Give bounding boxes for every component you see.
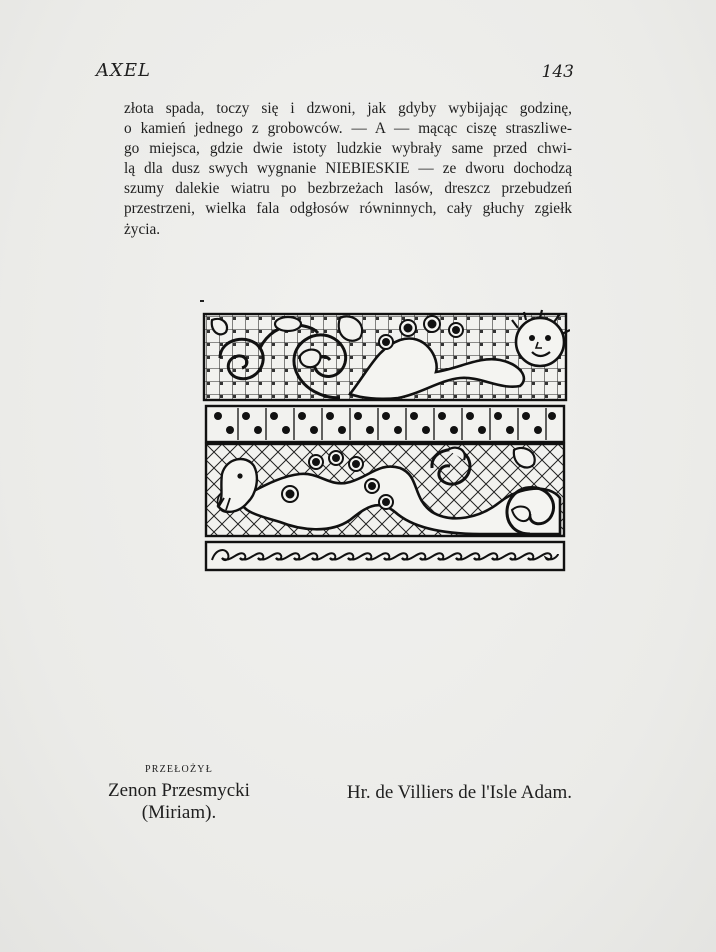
translator-name: Zenon Przesmycki — [108, 780, 250, 801]
author-credit: Hr. de Villiers de l'Isle Adam. — [346, 782, 572, 803]
dotted-band — [206, 406, 564, 442]
running-title: AXEL — [96, 60, 151, 81]
ornamental-woodcut-illustration — [200, 298, 570, 576]
text-line: złota spada, toczy się i dzwoni, jak gdyby wybijając godzinę, — [124, 100, 572, 117]
text-line: o kamień jednego z grobowców. — A — mącąc ciszę straszliwe- — [124, 120, 572, 138]
bottom-panel — [206, 444, 564, 536]
page-number: 143 — [541, 62, 574, 82]
text-line: go miejsca, gdzie dwie istoty ludzkie wybrały same przed chwi- — [124, 140, 572, 158]
wave-border — [206, 542, 564, 570]
translator-pseudonym: (Miriam). — [141, 802, 217, 823]
text-line: szumy dalekie wiatru po bezbrzeżach lasów, dreszcz przebudzeń — [124, 180, 572, 198]
running-head — [96, 60, 574, 86]
body-paragraph — [124, 99, 572, 240]
translator-credit — [96, 780, 262, 824]
translated-by-label: PRZEŁOŻYŁ — [144, 764, 214, 775]
credits-block — [96, 764, 576, 834]
text-line: życia. — [124, 220, 161, 238]
text-line: przestrzeni, wielka fala odgłosów równinnych, cały głuchy zgiełk — [124, 200, 572, 218]
top-panel — [204, 310, 570, 400]
text-line: lą dla dusz swych wygnanie NIEBIESKIE — ze dworu dochodzą — [124, 160, 572, 178]
